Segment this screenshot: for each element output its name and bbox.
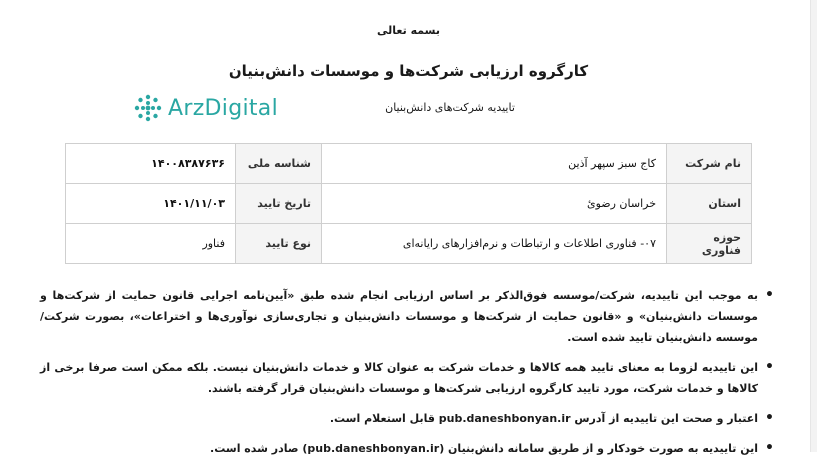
arzdigital-logo <box>134 91 278 125</box>
table-row <box>66 184 752 224</box>
tech-field-value: ۰۷- فناوری اطلاعات و ارتباطات و نرم‌افزارهای رایانه‌ای <box>322 224 667 264</box>
approval-type-label: نوع تایید <box>236 224 322 264</box>
national-id-label: شناسه ملی <box>236 144 322 184</box>
basmala-heading: بسمه تعالی <box>377 24 440 37</box>
province-label: استان <box>667 184 752 224</box>
notes-list <box>40 285 776 468</box>
list-item: • این تاییدیه به صورت خودکار و از طریق سامانه دانش‌بنیان (pub.daneshbonyan.ir) صادر شده است. <box>40 438 758 459</box>
tech-field-label: حوزه فناوری <box>667 224 752 264</box>
company-name-value: کاج سبز سپهر آذین <box>322 144 667 184</box>
approval-date-label: تاریخ تایید <box>236 184 322 224</box>
approval-type-value: فناور <box>66 224 236 264</box>
list-item: • به موجب این تاییدیه، شرکت/موسسه فوق‌الذکر بر اساس ارزیابی انجام شده طبق «آیین‌نامه اجرایی قانون حمایت از شرکت‌ها و موسسات دانش‌بنیان» و «قانون حمایت از شرکت‌ها و موسسات دانش‌بنیان و تجاری‌سازی نوآوری‌ها و اختراعات»، بصورت شرکت/موسسه دانش‌بنیان تایید شده است. <box>40 285 758 348</box>
page-subtitle: تاییدیه شرکت‌های دانش‌بنیان <box>385 101 515 114</box>
approval-date-value: ۱۴۰۱/۱۱/۰۳ <box>66 184 236 224</box>
company-name-label: نام شرکت <box>667 144 752 184</box>
arzdigital-logo-icon <box>134 94 162 122</box>
table-row <box>66 224 752 264</box>
list-item: • اعتبار و صحت این تاییدیه از آدرس pub.daneshbonyan.ir قابل استعلام است. <box>40 408 758 429</box>
national-id-value: ۱۴۰۰۸۳۸۷۶۳۶ <box>66 144 236 184</box>
list-item: • این تاییدیه لزوما به معنای تایید همه کالاها و خدمات شرکت به عنوان کالا و خدمات دانش‌بنیان نیست. بلکه ممکن است صرفا برخی از کالاها و خدمات شرکت، مورد تایید کارگروه ارزیابی شرکت‌ها و موسسات دانش‌بنیان قرار گرفته باشند. <box>40 357 758 399</box>
arzdigital-logo-text: ArzDigital <box>168 95 278 121</box>
company-info-table <box>65 143 752 264</box>
page-title: کارگروه ارزیابی شرکت‌ها و موسسات دانش‌بنیان <box>228 62 589 80</box>
province-value: خراسان رضوئ <box>322 184 667 224</box>
table-row <box>66 144 752 184</box>
